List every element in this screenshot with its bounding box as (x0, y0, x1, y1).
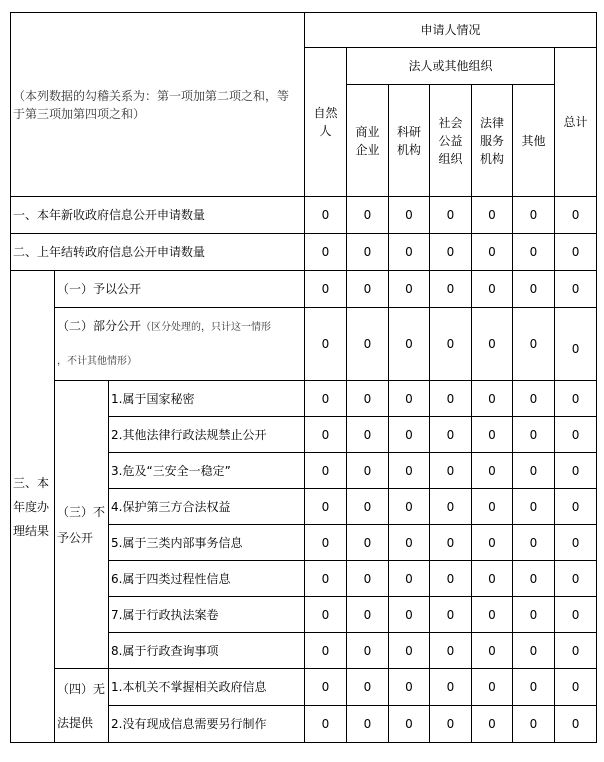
cell-value: 0 (472, 597, 513, 633)
cell-value: 0 (305, 525, 347, 561)
cell-value: 0 (513, 669, 555, 706)
cell-value: 0 (472, 706, 513, 743)
cell-value: 0 (430, 381, 472, 417)
table-row (11, 308, 597, 381)
cell-value: 0 (472, 381, 513, 417)
cell-value: 0 (555, 597, 597, 633)
cell-value: 0 (555, 561, 597, 597)
cell-value: 0 (305, 381, 347, 417)
section3-label (11, 271, 55, 743)
total-header: 总计 (555, 48, 597, 197)
cell-value: 0 (347, 633, 389, 669)
cell-value: 0 (513, 197, 555, 234)
row-label: 6.属于四类过程性信息 (109, 561, 305, 597)
table-row (11, 381, 597, 417)
cell-value: 0 (389, 489, 430, 525)
cell-value: 0 (389, 234, 430, 271)
cannot-provide-line2: 法提供 (57, 715, 94, 730)
social-line3: 组织 (438, 151, 463, 166)
legal-service-line3: 机构 (479, 151, 504, 166)
cell-value: 0 (305, 597, 347, 633)
cell-value: 0 (513, 381, 555, 417)
row-label: （一）予以公开 (55, 271, 305, 308)
cell-value: 0 (472, 561, 513, 597)
cell-value: 0 (555, 453, 597, 489)
cell-value: 0 (389, 417, 430, 453)
cell-value: 0 (430, 489, 472, 525)
row-label-partial (55, 308, 305, 381)
research-institution-header (389, 85, 430, 197)
cell-value: 0 (305, 453, 347, 489)
legal-org-header: 法人或其他组织 (347, 48, 555, 85)
cell-value: 0 (430, 234, 472, 271)
cell-value: 0 (472, 633, 513, 669)
cell-value: 0 (347, 234, 389, 271)
cell-value: 0 (305, 271, 347, 308)
cell-value: 0 (305, 308, 347, 381)
cell-value: 0 (389, 669, 430, 706)
cannot-provide-line1: （四）无 (57, 681, 106, 696)
cell-value: 0 (472, 197, 513, 234)
cell-value: 0 (389, 308, 430, 381)
cell-value: 0 (430, 597, 472, 633)
cell-value: 0 (555, 308, 597, 381)
row-label: 7.属于行政执法案卷 (109, 597, 305, 633)
row-label: 3.危及“三安全一稳定” (109, 453, 305, 489)
cell-value: 0 (555, 271, 597, 308)
cell-value: 0 (555, 669, 597, 706)
cell-value: 0 (472, 453, 513, 489)
cell-value: 0 (305, 234, 347, 271)
cell-value: 0 (430, 197, 472, 234)
cell-value: 0 (305, 417, 347, 453)
not-disclosed-line2: 予公开 (57, 530, 94, 545)
cell-value: 0 (389, 271, 430, 308)
cell-value: 0 (347, 308, 389, 381)
social-welfare-org-header (430, 85, 472, 197)
cell-value: 0 (389, 381, 430, 417)
cell-value: 0 (555, 706, 597, 743)
cell-value: 0 (389, 706, 430, 743)
natural-person-header (305, 48, 347, 197)
row-label: 二、上年结转政府信息公开申请数量 (11, 234, 305, 271)
cell-value: 0 (347, 597, 389, 633)
cell-value: 0 (430, 271, 472, 308)
section3-line1: 三、本 (13, 475, 50, 490)
applicant-header: 申请人情况 (305, 13, 597, 48)
cell-value: 0 (430, 669, 472, 706)
cell-value: 0 (472, 308, 513, 381)
row-label: 2.其他法律行政法规禁止公开 (109, 417, 305, 453)
cell-value: 0 (389, 525, 430, 561)
table-note-line2: 于第三项加第四项之和） (13, 106, 146, 121)
cell-value: 0 (430, 417, 472, 453)
cell-value: 0 (513, 417, 555, 453)
legal-service-line2: 服务 (479, 133, 504, 148)
cell-value: 0 (347, 453, 389, 489)
commercial-enterprise-header (347, 85, 389, 197)
cell-value: 0 (555, 525, 597, 561)
cell-value: 0 (305, 197, 347, 234)
row-label: 1.属于国家秘密 (109, 381, 305, 417)
cell-value: 0 (555, 633, 597, 669)
cell-value: 0 (472, 234, 513, 271)
cell-value: 0 (472, 489, 513, 525)
row-label: 5.属于三类内部事务信息 (109, 525, 305, 561)
not-disclosed-line1: （三）不 (57, 504, 106, 519)
cell-value: 0 (305, 561, 347, 597)
cell-value: 0 (347, 706, 389, 743)
cell-value: 0 (513, 525, 555, 561)
table-row (11, 197, 597, 234)
social-line2: 公益 (438, 133, 463, 148)
cell-value: 0 (389, 597, 430, 633)
row-label: 1.本机关不掌握相关政府信息 (109, 669, 305, 706)
partial-disclosure-hint1: （区分处理的，只计这一情形 (141, 322, 272, 333)
partial-disclosure-hint2: ，不计其他情形） (57, 356, 137, 367)
row-label: 一、本年新收政府信息公开申请数量 (11, 197, 305, 234)
table-row (11, 669, 597, 706)
social-line1: 社会 (438, 115, 463, 130)
cell-value: 0 (555, 417, 597, 453)
cell-value: 0 (513, 453, 555, 489)
cell-value: 0 (347, 489, 389, 525)
cell-value: 0 (472, 417, 513, 453)
section3-line2: 年度办 (13, 499, 50, 514)
cell-value: 0 (472, 669, 513, 706)
cell-value: 0 (555, 381, 597, 417)
cell-value: 0 (305, 633, 347, 669)
natural-person-line1: 自然 (313, 106, 338, 120)
other-header: 其他 (513, 85, 555, 197)
cell-value: 0 (513, 234, 555, 271)
cell-value: 0 (347, 525, 389, 561)
partial-disclosure-label: （二）部分公开 (57, 319, 142, 333)
cell-value: 0 (389, 453, 430, 489)
table-note-line1: （本列数据的勾稽关系为：第一项加第二项之和，等 (13, 88, 290, 103)
cell-value: 0 (430, 633, 472, 669)
cell-value: 0 (513, 308, 555, 381)
legal-service-org-header (472, 85, 513, 197)
table-row (11, 271, 597, 308)
cell-value: 0 (555, 234, 597, 271)
table-row (11, 234, 597, 271)
cell-value: 0 (472, 271, 513, 308)
cell-value: 0 (305, 669, 347, 706)
table-note-cell (11, 13, 305, 197)
cell-value: 0 (555, 197, 597, 234)
cell-value: 0 (513, 706, 555, 743)
cell-value: 0 (472, 525, 513, 561)
cell-value: 0 (389, 197, 430, 234)
not-disclosed-group-label (55, 381, 109, 669)
gov-info-disclosure-table (10, 12, 597, 743)
cell-value: 0 (555, 489, 597, 525)
cannot-provide-group-label (55, 669, 109, 743)
cell-value: 0 (513, 633, 555, 669)
cell-value: 0 (513, 561, 555, 597)
cell-value: 0 (347, 197, 389, 234)
cell-value: 0 (347, 271, 389, 308)
cell-value: 0 (347, 381, 389, 417)
legal-service-line1: 法律 (479, 115, 504, 130)
cell-value: 0 (430, 561, 472, 597)
commercial-line2: 企业 (355, 142, 380, 157)
research-line2: 机构 (396, 142, 421, 157)
natural-person-line2: 人 (319, 124, 332, 138)
cell-value: 0 (347, 669, 389, 706)
cell-value: 0 (430, 308, 472, 381)
cell-value: 0 (389, 633, 430, 669)
cell-value: 0 (389, 561, 430, 597)
row-label: 2.没有现成信息需要另行制作 (109, 706, 305, 743)
row-label: 8.属于行政查询事项 (109, 633, 305, 669)
cell-value: 0 (513, 597, 555, 633)
research-line1: 科研 (396, 124, 421, 139)
cell-value: 0 (430, 525, 472, 561)
row-label: 4.保护第三方合法权益 (109, 489, 305, 525)
cell-value: 0 (513, 271, 555, 308)
cell-value: 0 (347, 561, 389, 597)
cell-value: 0 (430, 453, 472, 489)
cell-value: 0 (305, 489, 347, 525)
commercial-line1: 商业 (355, 124, 380, 139)
section3-line3: 理结果 (13, 523, 50, 538)
cell-value: 0 (305, 706, 347, 743)
cell-value: 0 (430, 706, 472, 743)
cell-value: 0 (347, 417, 389, 453)
cell-value: 0 (513, 489, 555, 525)
